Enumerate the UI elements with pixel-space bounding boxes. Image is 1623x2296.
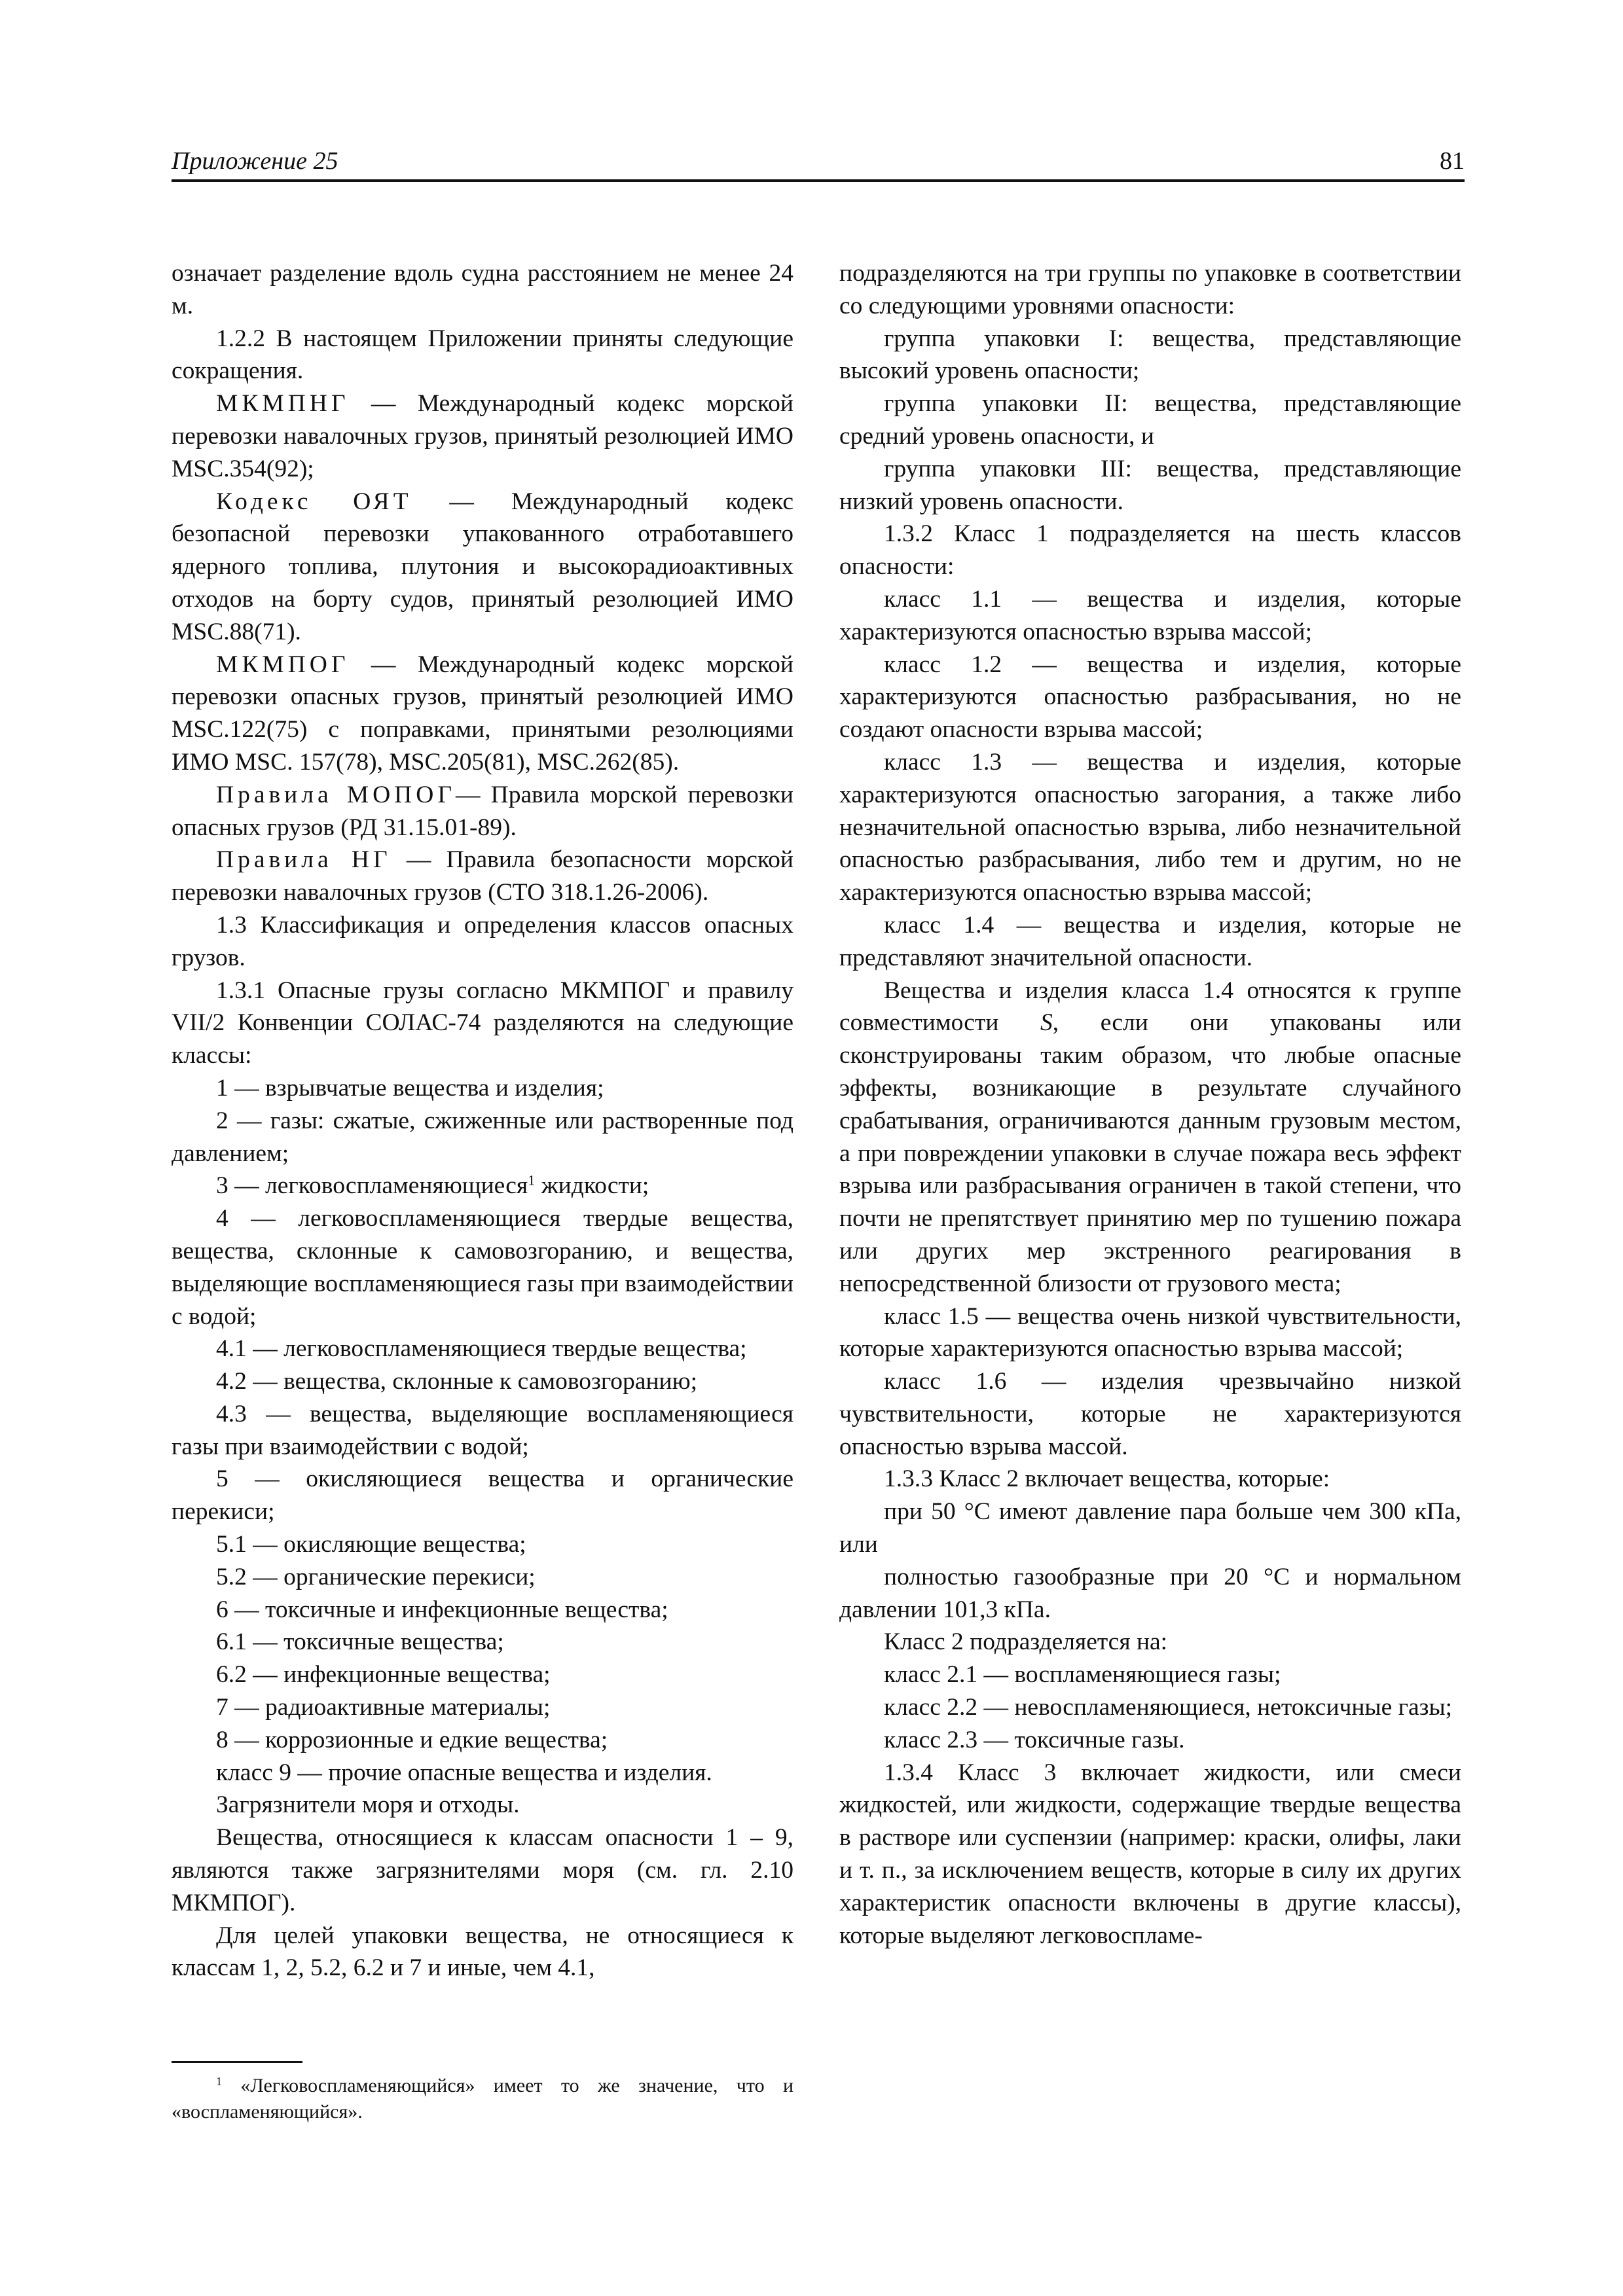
section-heading: 1.3 Классификация и определения классов опасных грузов. [172,911,793,971]
list-item: класс 1.2 — вещества и изделия, которые характеризуются опасностью разбрасывания, но не создают опасности взрыва массой; [839,651,1461,744]
paragraph: подразделяются на три группы по упаковке в соответствии со следующими уровнями опасности: [839,260,1461,319]
definition-paragraph [172,486,793,649]
list-item: полностью газообразные при 20 °С и нормальном давлении 101,3 кПа. [839,1563,1461,1623]
list-item: 5.2 — органические перекиси; [216,1563,536,1590]
defined-term: МКМПНГ [216,390,350,418]
paragraph: 1.2.2 В настоящем Приложении приняты следующие сокращения. [172,325,793,385]
footnote-marker: 1 [216,2075,222,2089]
footnote-divider [172,2061,302,2063]
paragraph: означает разделение вдоль судна расстоянием не менее 24 м. [172,260,793,319]
list-item: 2 — газы: сжатые, сжиженные или растворенные под давлением; [172,1107,793,1167]
paragraph: 1.3.1 Опасные грузы согласно МКМПОГ и правилу VII/2 Конвенции СОЛАС-74 разделяются на следующие классы: [172,977,793,1069]
list-item: класс 1.4 — вещества и изделия, которые не представляют значительной опасности. [839,911,1461,971]
list-item: класс 2.3 — токсичные газы. [884,1726,1185,1753]
list-item: класс 1.5 — вещества очень низкой чувствительности, которые характеризуются опасностью взрыва массой; [839,1302,1461,1363]
footnote-text: «Легковоспламеняющийся» имеет то же значение, что и «воспламеняющийся». [172,2075,793,2123]
list-item: 8 — коррозионные и едкие вещества; [216,1726,608,1753]
section-heading: Загрязнители моря и отходы. [216,1791,520,1819]
definition-paragraph [172,387,793,485]
list-item: 6.2 — инфекционные вещества; [216,1661,551,1689]
definition-text: — Правила морской перевозки опасных грузов (РД 31.15.01-89). [172,781,793,841]
paragraph: 1.3.2 Класс 1 подразделяется на шесть классов опасности: [839,520,1461,581]
list-item: 6.1 — токсичные вещества; [216,1628,504,1656]
header-title: Приложение 25 [172,147,338,175]
defined-term: Правила НГ [216,846,392,874]
list-item: при 50 °С имеют давление пара больше чем 300 кПа, или [839,1498,1461,1558]
list-item: группа упаковки I: вещества, представляющие высокий уровень опасности; [839,325,1461,385]
paragraph-text: , если они упакованы или сконструированы таким образом, что любые опасные эффекты, возникающие в результате случайного срабатывания, ограничиваются данным грузовым местом, а при повреждении упаковки в случае пожара весь эффект взрыва или разбрасывания ограничен в такой степени, что почти не препятствует принятию мер по тушению пожара или других мер экстренного реагирования в непосредственной близости от грузового места; [839,1009,1462,1297]
paragraph: 1.3.3 Класс 2 включает вещества, которые: [884,1465,1330,1493]
paragraph: Для целей упаковки вещества, не относящиеся к классам 1, 2, 5.2, 6.2 и 7 и иные, чем 4.1, [172,1922,793,1982]
list-item: группа упаковки III: вещества, представляющие низкий уровень опасности. [839,455,1461,515]
paragraph-text: Вещества и изделия класса 1.4 относятся к группе совместимости [839,977,1461,1037]
page-number: 81 [1440,147,1465,175]
defined-term: Правила МОПОГ [216,781,456,808]
definition-paragraph [172,649,793,779]
list-item: класс 2.2 — невоспламеняющиеся, нетоксичные газы; [884,1694,1453,1721]
list-item: 7 — радиоактивные материалы; [216,1694,551,1721]
list-item-text: жидкости; [535,1172,649,1200]
list-item: класс 2.1 — воспламеняющиеся газы; [884,1661,1281,1689]
list-item: класс 9 — прочие опасные вещества и изделия. [216,1759,712,1786]
list-item: группа упаковки II: вещества, представляющие средний уровень опасности, и [839,390,1461,450]
defined-term: МКМПОГ [216,651,350,678]
definition-text: — Международный кодекс морской перевозки навалочных грузов, принятый резолюцией ИМО MSC.354(92); [172,390,793,482]
list-item: 4.2 — вещества, склонные к самовозгоранию; [216,1368,698,1395]
paragraph: Вещества, относящиеся к классам опасности 1 – 9, являются также загрязнителями моря (см. гл. 2.10 МКМПОГ). [172,1824,793,1916]
list-item: 4.1 — легковоспламеняющиеся твердые вещества; [216,1335,747,1363]
footnote [172,2073,793,2125]
list-item: класс 1.6 — изделия чрезвычайно низкой чувствительности, которые не характеризуются опасностью взрыва массой. [839,1368,1461,1460]
list-item: 4 — легковоспламеняющиеся твердые вещества, вещества, склонные к самовозгоранию, и вещества, выделяющие воспламеняющиеся газы при взаимодействии с водой; [172,1205,793,1330]
definition-text: — Международный кодекс безопасной перевозки упакованного отработавшего ядерного топлива, плутония и высокорадиоактивных отходов на борту судов, принятый резолюцией ИМО MSC.88(71). [172,488,793,645]
defined-term: Кодекс ОЯТ [216,488,412,515]
paragraph: 1.3.4 Класс 3 включает жидкости, или смеси жидкостей, или жидкости, содержащие твердые вещества в растворе или суспензии (например: краски, олифы, лаки и т. п., за исключением веществ, которые в силу их других характеристик опасности включены в другие классы), которые выделяют легковоспламе- [839,1759,1461,1949]
definition-paragraph [172,844,793,909]
list-item: 6 — токсичные и инфекционные вещества; [216,1596,668,1623]
paragraph [839,975,1461,1300]
list-item: класс 1.1 — вещества и изделия, которые характеризуются опасностью взрыва массой; [839,585,1461,645]
right-column [839,257,1461,1952]
list-item: класс 1.3 — вещества и изделия, которые характеризуются опасностью загорания, а также либо незначительной опасностью взрыва, либо незначительной опасностью разбрасывания, либо тем и другим, но не характеризуются опасностью взрыва массой; [839,748,1461,906]
list-item [172,1170,793,1202]
list-item-text: 3 — легковоспламеняющиеся [216,1172,528,1200]
definition-text: — Правила безопасности морской перевозки навалочных грузов (СТО 318.1.26-2006). [172,846,793,906]
compatibility-group: S [1040,1009,1053,1037]
list-item: 5.1 — окисляющие вещества; [216,1531,526,1558]
left-column [172,257,793,1984]
definition-paragraph [172,779,793,844]
list-item: 5 — окисляющиеся вещества и органические перекиси; [172,1465,793,1526]
list-item: 4.3 — вещества, выделяющие воспламеняющиеся газы при взаимодействии с водой; [172,1400,793,1460]
definition-text: — Международный кодекс морской перевозки опасных грузов, принятый резолюцией ИМО MSC.122(75) с поправками, принятыми резолюциями ИМО MSC. 157(78), MSC.205(81), MSC.262(85). [172,651,793,776]
list-item: 1 — взрывчатые вещества и изделия; [216,1074,604,1102]
paragraph: Класс 2 подразделяется на: [884,1628,1168,1656]
footnote-ref: 1 [528,1172,536,1189]
running-header [172,145,1465,182]
